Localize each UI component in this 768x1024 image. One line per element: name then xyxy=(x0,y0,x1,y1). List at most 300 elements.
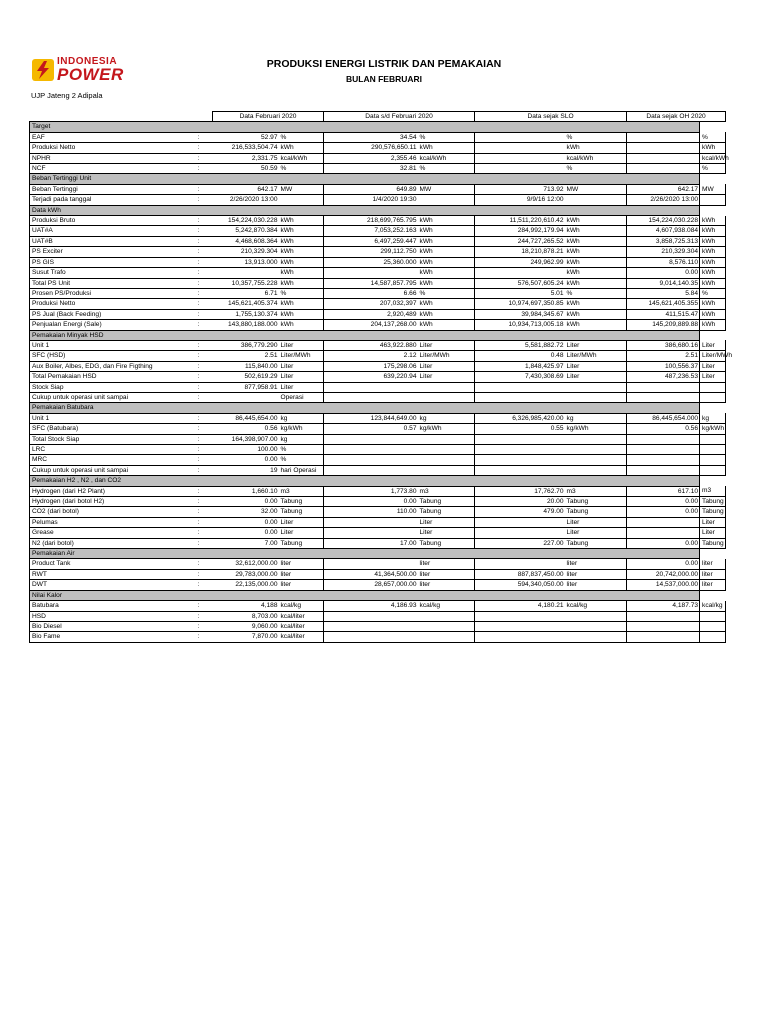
column-header-row xyxy=(30,112,726,122)
unit-since-oh-2020: kg xyxy=(700,413,726,423)
unit-since-oh-2020: liter xyxy=(700,580,726,590)
row-label: Unit 1 xyxy=(30,413,185,423)
value-feb-2020: 1,755,130.374 xyxy=(213,309,279,319)
section-filler xyxy=(565,590,627,600)
unit-feb-2020: kWh xyxy=(279,226,324,236)
section-filler xyxy=(627,205,700,215)
row-label: Grease xyxy=(30,528,185,538)
unit-feb-2020: MW xyxy=(279,184,324,194)
unit-feb-2020: kWh xyxy=(279,143,324,153)
unit-since-slo: kg/kWh xyxy=(565,424,627,434)
row-separator: : xyxy=(185,580,213,590)
table-row xyxy=(30,559,726,569)
unit-since-slo xyxy=(565,382,627,392)
value-feb-2020: 877,958.91 xyxy=(213,382,279,392)
value-to-feb-2020 xyxy=(324,392,418,402)
unit-feb-2020: % xyxy=(279,164,324,174)
table-row xyxy=(30,465,726,475)
value-to-feb-2020: 204,137,268.00 xyxy=(324,320,418,330)
unit-feb-2020: kWh xyxy=(279,268,324,278)
section-filler xyxy=(475,549,565,559)
value-to-feb-2020: 28,657,000.00 xyxy=(324,580,418,590)
value-since-oh-2020: 4,187.73 xyxy=(627,601,700,611)
value-feb-2020: 86,445,654.00 xyxy=(213,413,279,423)
row-label: PS GIS xyxy=(30,257,185,267)
row-label: EAF xyxy=(30,132,185,142)
value-to-feb-2020 xyxy=(324,455,418,465)
row-label: PS Exciter xyxy=(30,247,185,257)
table-row xyxy=(30,340,726,350)
value-to-feb-2020 xyxy=(324,382,418,392)
value-since-slo: 0.48 xyxy=(475,351,565,361)
table-row xyxy=(30,601,726,611)
unit-since-oh-2020: kcal/kg xyxy=(700,601,726,611)
unit-feb-2020: kWh xyxy=(279,278,324,288)
section-filler xyxy=(279,330,324,340)
section-filler xyxy=(324,205,418,215)
row-label: RWT xyxy=(30,569,185,579)
table-row xyxy=(30,257,726,267)
value-since-slo xyxy=(475,517,565,527)
value-since-oh-2020 xyxy=(627,611,700,621)
table-row xyxy=(30,372,726,382)
unit-since-oh-2020: Liter xyxy=(700,517,726,527)
section-filler xyxy=(475,476,565,486)
value-since-oh-2020: 145,621,405.355 xyxy=(627,299,700,309)
unit-feb-2020: % xyxy=(279,445,324,455)
value-feb-2020: 0.00 xyxy=(213,497,279,507)
value-to-feb-2020: 123,844,649.00 xyxy=(324,413,418,423)
row-separator: : xyxy=(185,507,213,517)
unit-feb-2020: m3 xyxy=(279,486,324,496)
table-row xyxy=(30,236,726,246)
value-since-oh-2020: 100,556.37 xyxy=(627,361,700,371)
row-label: Terjadi pada tanggal xyxy=(30,195,185,205)
unit-feb-2020: Liter/MWh xyxy=(279,351,324,361)
unit-since-oh-2020: kcal/kWh xyxy=(700,153,726,163)
value-since-oh-2020: 642.17 xyxy=(627,184,700,194)
value-feb-2020: 4,468,608.364 xyxy=(213,236,279,246)
value-since-oh-2020: 0.00 xyxy=(627,538,700,548)
section-title: Pemakaian H2 , N2 , dan CO2 xyxy=(30,476,213,486)
unit-feb-2020: hari Operasi xyxy=(279,465,324,475)
value-since-slo: 9/9/16 12:00 xyxy=(475,195,565,205)
row-label: Penjualan Energi (Sale) xyxy=(30,320,185,330)
unit-since-slo: liter xyxy=(565,569,627,579)
row-label: Unit 1 xyxy=(30,340,185,350)
value-feb-2020: 5,242,870.384 xyxy=(213,226,279,236)
unit-feb-2020: Liter xyxy=(279,517,324,527)
unit-since-slo: % xyxy=(565,164,627,174)
value-to-feb-2020: 639,220.94 xyxy=(324,372,418,382)
row-separator: : xyxy=(185,424,213,434)
column-header: Data s/d Februari 2020 xyxy=(324,112,475,122)
page-title: PRODUKSI ENERGI LISTRIK DAN PEMAKAIAN xyxy=(266,58,502,70)
value-since-oh-2020: 3,858,725.313 xyxy=(627,236,700,246)
unit-to-feb-2020 xyxy=(418,382,475,392)
column-header: Data sejak OH 2020 xyxy=(627,112,726,122)
value-since-slo: 6,326,985,420.00 xyxy=(475,413,565,423)
unit-since-oh-2020: kWh xyxy=(700,216,726,226)
value-since-oh-2020: 4,607,938.084 xyxy=(627,226,700,236)
value-to-feb-2020: 463,922.880 xyxy=(324,340,418,350)
unit-to-feb-2020: kcal/kWh xyxy=(418,153,475,163)
unit-since-oh-2020 xyxy=(700,382,726,392)
value-to-feb-2020: 1,773.80 xyxy=(324,486,418,496)
unit-feb-2020: kcal/liter xyxy=(279,632,324,642)
row-separator: : xyxy=(185,278,213,288)
unit-since-slo: Liter xyxy=(565,528,627,538)
unit-since-slo: Liter xyxy=(565,361,627,371)
section-filler xyxy=(475,590,565,600)
unit-since-oh-2020: kWh xyxy=(700,257,726,267)
value-feb-2020: 7,870.00 xyxy=(213,632,279,642)
unit-since-slo: Liter/MWh xyxy=(565,351,627,361)
section-filler xyxy=(418,174,475,184)
section-filler xyxy=(324,174,418,184)
value-since-slo xyxy=(475,268,565,278)
unit-since-oh-2020: liter xyxy=(700,559,726,569)
section-filler xyxy=(213,330,279,340)
section-filler xyxy=(324,590,418,600)
value-since-oh-2020: 154,224,030.228 xyxy=(627,216,700,226)
value-since-slo: 5.01 xyxy=(475,288,565,298)
section-filler xyxy=(475,403,565,413)
unit-since-oh-2020 xyxy=(700,611,726,621)
unit-since-slo: % xyxy=(565,288,627,298)
unit-to-feb-2020 xyxy=(418,455,475,465)
value-to-feb-2020: 2.12 xyxy=(324,351,418,361)
value-feb-2020: 4,188 xyxy=(213,601,279,611)
value-feb-2020: 145,621,405.374 xyxy=(213,299,279,309)
unit-to-feb-2020 xyxy=(418,195,475,205)
value-since-slo xyxy=(475,153,565,163)
unit-to-feb-2020 xyxy=(418,434,475,444)
value-since-oh-2020 xyxy=(627,632,700,642)
value-since-oh-2020 xyxy=(627,621,700,631)
unit-since-oh-2020: kWh xyxy=(700,236,726,246)
section-filler xyxy=(565,330,627,340)
row-label: Stock Siap xyxy=(30,382,185,392)
value-feb-2020: 29,783,000.00 xyxy=(213,569,279,579)
section-filler xyxy=(213,174,279,184)
row-separator: : xyxy=(185,517,213,527)
section-filler xyxy=(565,174,627,184)
unit-to-feb-2020 xyxy=(418,632,475,642)
value-since-oh-2020 xyxy=(627,455,700,465)
section-header-row xyxy=(30,590,726,600)
unit-since-slo: kWh xyxy=(565,226,627,236)
value-to-feb-2020 xyxy=(324,621,418,631)
unit-feb-2020: kWh xyxy=(279,257,324,267)
value-feb-2020: 10,357,755.228 xyxy=(213,278,279,288)
column-header: Data sejak SLO xyxy=(475,112,627,122)
unit-since-oh-2020: MW xyxy=(700,184,726,194)
unit-since-oh-2020 xyxy=(700,445,726,455)
row-label: Produksi Bruto xyxy=(30,216,185,226)
value-since-oh-2020: 386,680.16 xyxy=(627,340,700,350)
value-since-slo xyxy=(475,434,565,444)
row-label: Produksi Netto xyxy=(30,143,185,153)
row-label: Cukup untuk operasi unit sampai xyxy=(30,465,185,475)
value-since-oh-2020 xyxy=(627,153,700,163)
table-row xyxy=(30,361,726,371)
row-separator: : xyxy=(185,226,213,236)
row-separator: : xyxy=(185,434,213,444)
table-row xyxy=(30,517,726,527)
value-feb-2020: 642.17 xyxy=(213,184,279,194)
unit-to-feb-2020: kg xyxy=(418,413,475,423)
row-separator: : xyxy=(185,153,213,163)
unit-since-slo: Tabung xyxy=(565,507,627,517)
unit-to-feb-2020: % xyxy=(418,164,475,174)
unit-since-oh-2020: kWh xyxy=(700,309,726,319)
unit-since-slo: kWh xyxy=(565,299,627,309)
unit-since-slo xyxy=(565,445,627,455)
value-to-feb-2020: 0.57 xyxy=(324,424,418,434)
value-to-feb-2020: 6.66 xyxy=(324,288,418,298)
row-label: LRC xyxy=(30,445,185,455)
value-to-feb-2020 xyxy=(324,632,418,642)
unit-since-oh-2020 xyxy=(700,632,726,642)
value-feb-2020: 502,619.29 xyxy=(213,372,279,382)
section-title: Target xyxy=(30,122,213,132)
unit-since-slo: Liter xyxy=(565,340,627,350)
row-label: UAT#B xyxy=(30,236,185,246)
unit-to-feb-2020: Liter xyxy=(418,372,475,382)
value-since-oh-2020: 2/26/2020 13:00 xyxy=(627,195,700,205)
unit-since-slo: Tabung xyxy=(565,497,627,507)
section-filler xyxy=(213,590,279,600)
unit-to-feb-2020: Tabung xyxy=(418,497,475,507)
row-separator: : xyxy=(185,611,213,621)
value-since-slo: 227.00 xyxy=(475,538,565,548)
table-row xyxy=(30,528,726,538)
value-since-slo xyxy=(475,164,565,174)
value-since-oh-2020 xyxy=(627,392,700,402)
row-label: NCF xyxy=(30,164,185,174)
value-since-slo xyxy=(475,528,565,538)
row-separator: : xyxy=(185,268,213,278)
section-header-row xyxy=(30,174,726,184)
value-since-oh-2020 xyxy=(627,382,700,392)
value-to-feb-2020 xyxy=(324,528,418,538)
row-label: Total Pemakaian HSD xyxy=(30,372,185,382)
page-subtitle: BULAN FEBRUARI xyxy=(345,74,423,84)
unit-since-slo: kWh xyxy=(565,236,627,246)
value-to-feb-2020: 0.00 xyxy=(324,497,418,507)
value-since-oh-2020: 5.84 xyxy=(627,288,700,298)
value-since-slo: 11,511,220,610.42 xyxy=(475,216,565,226)
row-separator: : xyxy=(185,392,213,402)
value-since-oh-2020: 145,209,889.88 xyxy=(627,320,700,330)
section-header-row xyxy=(30,122,726,132)
section-title: Beban Tertinggi Unit xyxy=(30,174,213,184)
value-since-slo xyxy=(475,382,565,392)
row-separator: : xyxy=(185,288,213,298)
value-since-slo xyxy=(475,143,565,153)
table-row xyxy=(30,413,726,423)
value-feb-2020: 386,779.290 xyxy=(213,340,279,350)
unit-to-feb-2020: % xyxy=(418,288,475,298)
unit-since-oh-2020: kWh xyxy=(700,247,726,257)
value-feb-2020: 0.56 xyxy=(213,424,279,434)
section-filler xyxy=(565,403,627,413)
row-separator: : xyxy=(185,164,213,174)
unit-feb-2020: kg xyxy=(279,413,324,423)
value-since-slo: 594,340,050.00 xyxy=(475,580,565,590)
unit-since-slo xyxy=(565,392,627,402)
unit-to-feb-2020: kWh xyxy=(418,226,475,236)
table-row xyxy=(30,132,726,142)
unit-feb-2020: kWh xyxy=(279,309,324,319)
unit-since-oh-2020: % xyxy=(700,132,726,142)
value-since-oh-2020: 8,576.110 xyxy=(627,257,700,267)
row-separator: : xyxy=(185,528,213,538)
unit-since-oh-2020: Tabung xyxy=(700,538,726,548)
unit-since-oh-2020: kWh xyxy=(700,278,726,288)
unit-since-slo: kWh xyxy=(565,309,627,319)
unit-feb-2020: Liter xyxy=(279,372,324,382)
value-since-slo: 887,837,450.00 xyxy=(475,569,565,579)
value-since-oh-2020: 86,445,654.000 xyxy=(627,413,700,423)
row-separator: : xyxy=(185,497,213,507)
unit-to-feb-2020: kWh xyxy=(418,309,475,319)
section-filler xyxy=(279,122,324,132)
section-filler xyxy=(279,205,324,215)
unit-to-feb-2020: liter xyxy=(418,569,475,579)
value-to-feb-2020 xyxy=(324,611,418,621)
value-feb-2020: 216,533,504.74 xyxy=(213,143,279,153)
table-row xyxy=(30,195,726,205)
value-since-slo: 5,581,882.72 xyxy=(475,340,565,350)
unit-since-oh-2020: Liter xyxy=(700,528,726,538)
value-since-slo: 284,992,179.94 xyxy=(475,226,565,236)
row-separator: : xyxy=(185,320,213,330)
value-since-oh-2020: 0.00 xyxy=(627,559,700,569)
unit-since-slo xyxy=(565,611,627,621)
row-separator: : xyxy=(185,413,213,423)
table-row xyxy=(30,299,726,309)
value-since-slo xyxy=(475,132,565,142)
section-filler xyxy=(279,174,324,184)
unit-since-oh-2020: kWh xyxy=(700,268,726,278)
section-filler xyxy=(418,476,475,486)
value-since-slo: 249,962.99 xyxy=(475,257,565,267)
unit-since-slo: kWh xyxy=(565,320,627,330)
unit-feb-2020: liter xyxy=(279,569,324,579)
section-filler xyxy=(418,205,475,215)
row-label: UAT#A xyxy=(30,226,185,236)
section-filler xyxy=(324,549,418,559)
value-to-feb-2020 xyxy=(324,559,418,569)
row-separator: : xyxy=(185,195,213,205)
section-filler xyxy=(324,476,418,486)
value-feb-2020: 143,880,188.000 xyxy=(213,320,279,330)
unit-since-slo: m3 xyxy=(565,486,627,496)
section-filler xyxy=(279,403,324,413)
section-filler xyxy=(418,403,475,413)
report-table xyxy=(29,111,733,643)
row-separator: : xyxy=(185,132,213,142)
unit-since-slo xyxy=(565,465,627,475)
row-label: Hydrogen (dari H2 Plant) xyxy=(30,486,185,496)
unit-feb-2020: % xyxy=(279,288,324,298)
unit-feb-2020: kg/kWh xyxy=(279,424,324,434)
value-feb-2020: 19 xyxy=(213,465,279,475)
unit-feb-2020: Liter xyxy=(279,340,324,350)
value-since-slo: 576,507,605.24 xyxy=(475,278,565,288)
unit-feb-2020: Operasi xyxy=(279,392,324,402)
value-feb-2020: 1,660.10 xyxy=(213,486,279,496)
unit-since-slo: MW xyxy=(565,184,627,194)
value-since-oh-2020 xyxy=(627,143,700,153)
row-separator: : xyxy=(185,538,213,548)
row-label: Hydrogen (dari botol H2) xyxy=(30,497,185,507)
value-since-oh-2020: 14,537,000.00 xyxy=(627,580,700,590)
row-separator: : xyxy=(185,340,213,350)
value-to-feb-2020: 110.00 xyxy=(324,507,418,517)
unit-to-feb-2020: kg/kWh xyxy=(418,424,475,434)
unit-since-oh-2020: Liter xyxy=(700,361,726,371)
value-feb-2020: 100.00 xyxy=(213,445,279,455)
value-feb-2020: 13,913.000 xyxy=(213,257,279,267)
section-filler xyxy=(213,122,279,132)
unit-feb-2020: kWh xyxy=(279,320,324,330)
section-title: Pemakaian Air xyxy=(30,549,213,559)
unit-feb-2020: kWh xyxy=(279,216,324,226)
unit-since-slo xyxy=(565,195,627,205)
unit-to-feb-2020: Liter xyxy=(418,528,475,538)
value-since-slo: 244,727,265.52 xyxy=(475,236,565,246)
value-feb-2020: 7.00 xyxy=(213,538,279,548)
value-since-oh-2020: 210,329.304 xyxy=(627,247,700,257)
table-row xyxy=(30,247,726,257)
row-separator: : xyxy=(185,445,213,455)
row-separator: : xyxy=(185,486,213,496)
table-row xyxy=(30,268,726,278)
unit-since-slo: kWh xyxy=(565,257,627,267)
value-feb-2020: 210,329.304 xyxy=(213,247,279,257)
section-filler xyxy=(279,549,324,559)
unit-feb-2020: kWh xyxy=(279,299,324,309)
value-since-slo: 479.00 xyxy=(475,507,565,517)
table-row xyxy=(30,216,726,226)
section-filler xyxy=(475,122,565,132)
section-filler xyxy=(324,330,418,340)
unit-since-oh-2020: kg/kWh xyxy=(700,424,726,434)
value-since-slo xyxy=(475,455,565,465)
value-since-oh-2020: 0.00 xyxy=(627,497,700,507)
table-row xyxy=(30,569,726,579)
unit-since-slo: kWh xyxy=(565,268,627,278)
value-to-feb-2020: 14,587,857.795 xyxy=(324,278,418,288)
row-label: Bio Diesel xyxy=(30,621,185,631)
value-feb-2020: 0.00 xyxy=(213,517,279,527)
section-filler xyxy=(565,122,627,132)
unit-to-feb-2020: kcal/kg xyxy=(418,601,475,611)
unit-to-feb-2020: kWh xyxy=(418,320,475,330)
unit-since-oh-2020: kWh xyxy=(700,143,726,153)
value-to-feb-2020: 34.54 xyxy=(324,132,418,142)
row-label: DWT xyxy=(30,580,185,590)
table-row xyxy=(30,153,726,163)
section-filler xyxy=(324,403,418,413)
unit-since-slo: kWh xyxy=(565,216,627,226)
unit-since-oh-2020 xyxy=(700,434,726,444)
value-to-feb-2020 xyxy=(324,434,418,444)
unit-feb-2020: Tabung xyxy=(279,507,324,517)
